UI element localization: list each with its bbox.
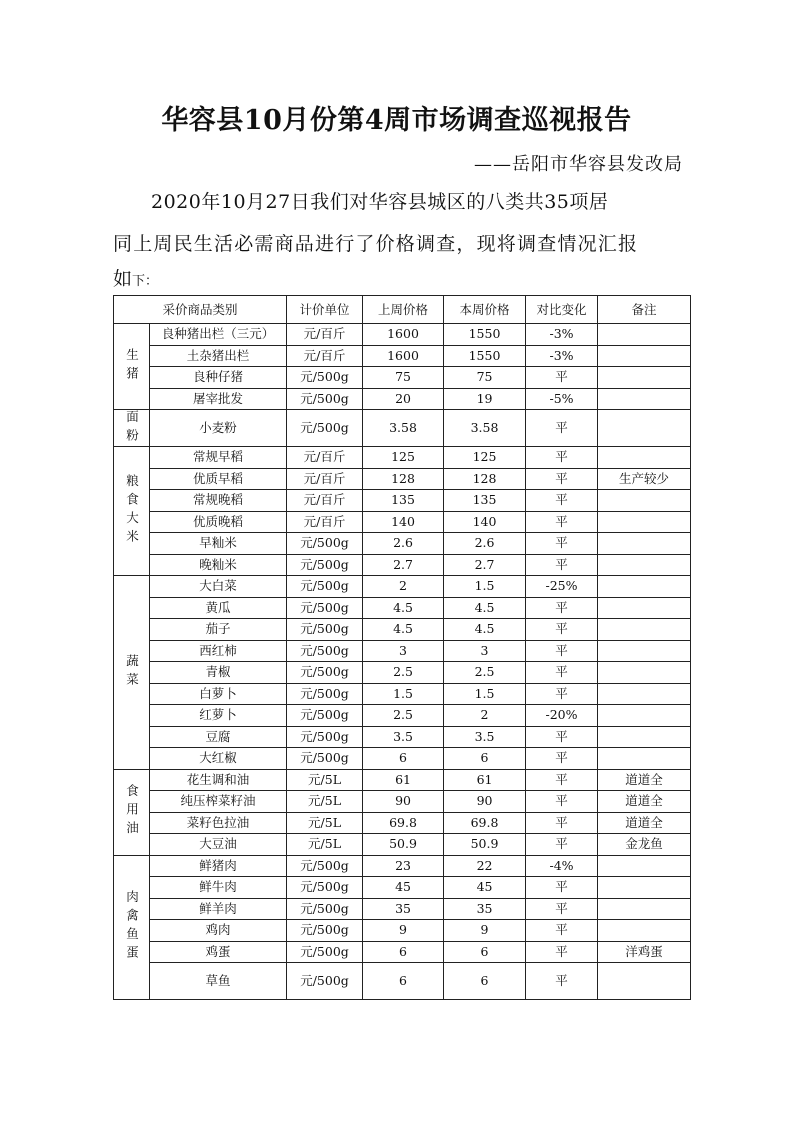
- author-line: ——岳阳市华容县发改局: [474, 154, 683, 175]
- change-cell: -4%: [526, 855, 598, 877]
- note-cell: [598, 554, 691, 576]
- change-cell: 平: [526, 410, 598, 447]
- category-cell: 粮食大米: [114, 447, 150, 576]
- this-week-price-cell: 6: [444, 963, 526, 1000]
- table-row: [114, 791, 691, 813]
- table-row: [114, 367, 691, 389]
- change-cell: -20%: [526, 705, 598, 727]
- unit-cell: 元/百斤: [287, 468, 363, 490]
- item-name-cell: 茄子: [150, 619, 287, 641]
- item-name-cell: 小麦粉: [150, 410, 287, 447]
- note-cell: [598, 410, 691, 447]
- unit-cell: 元/500g: [287, 576, 363, 598]
- last-week-price-cell: 2.6: [363, 533, 444, 555]
- note-cell: [598, 963, 691, 1000]
- last-week-price-cell: 6: [363, 941, 444, 963]
- category-cell: 蔬菜: [114, 576, 150, 770]
- note-cell: [598, 511, 691, 533]
- unit-cell: 元/500g: [287, 410, 363, 447]
- table-row: [114, 554, 691, 576]
- item-name-cell: 花生调和油: [150, 769, 287, 791]
- table-row: [114, 812, 691, 834]
- unit-cell: 元/500g: [287, 920, 363, 942]
- this-week-price-cell: 4.5: [444, 619, 526, 641]
- last-week-price-cell: 6: [363, 963, 444, 1000]
- note-cell: [598, 726, 691, 748]
- this-week-price-cell: 125: [444, 447, 526, 469]
- item-name-cell: 豆腐: [150, 726, 287, 748]
- table-row: [114, 898, 691, 920]
- this-week-price-cell: 128: [444, 468, 526, 490]
- item-name-cell: 鲜牛肉: [150, 877, 287, 899]
- item-name-cell: 黄瓜: [150, 597, 287, 619]
- last-week-price-cell: 1600: [363, 345, 444, 367]
- this-week-price-cell: 2.5: [444, 662, 526, 684]
- table-row: [114, 726, 691, 748]
- table-row: [114, 388, 691, 410]
- table-row: [114, 324, 691, 346]
- intro-line-1: 2020年10月27日我们对华容县城区的八类共35项居: [151, 191, 609, 213]
- unit-cell: 元/500g: [287, 619, 363, 641]
- page-title: 华容县10月份第4周市场调查巡视报告: [161, 105, 632, 136]
- item-name-cell: 鸡蛋: [150, 941, 287, 963]
- this-week-price-cell: 1.5: [444, 683, 526, 705]
- note-cell: [598, 388, 691, 410]
- item-name-cell: 大红椒: [150, 748, 287, 770]
- change-cell: -3%: [526, 324, 598, 346]
- table-row: [114, 748, 691, 770]
- change-cell: 平: [526, 511, 598, 533]
- last-week-price-cell: 23: [363, 855, 444, 877]
- last-week-price-cell: 69.8: [363, 812, 444, 834]
- note-cell: [598, 640, 691, 662]
- change-cell: 平: [526, 447, 598, 469]
- last-week-price-cell: 20: [363, 388, 444, 410]
- note-cell: 金龙鱼: [598, 834, 691, 856]
- table-row: [114, 640, 691, 662]
- table-row: [114, 511, 691, 533]
- unit-cell: 元/500g: [287, 748, 363, 770]
- unit-cell: 元/百斤: [287, 511, 363, 533]
- note-cell: 道道全: [598, 812, 691, 834]
- note-cell: [598, 619, 691, 641]
- last-week-price-cell: 1.5: [363, 683, 444, 705]
- this-week-price-cell: 1550: [444, 345, 526, 367]
- note-cell: [598, 597, 691, 619]
- this-week-price-cell: 4.5: [444, 597, 526, 619]
- item-name-cell: 西红柿: [150, 640, 287, 662]
- item-name-cell: 优质早稻: [150, 468, 287, 490]
- this-week-price-cell: 22: [444, 855, 526, 877]
- unit-cell: 元/5L: [287, 812, 363, 834]
- change-cell: 平: [526, 597, 598, 619]
- this-week-price-cell: 1550: [444, 324, 526, 346]
- this-week-price-cell: 3: [444, 640, 526, 662]
- table-row: [114, 920, 691, 942]
- unit-cell: 元/百斤: [287, 345, 363, 367]
- last-week-price-cell: 61: [363, 769, 444, 791]
- note-cell: [598, 898, 691, 920]
- item-name-cell: 大豆油: [150, 834, 287, 856]
- item-name-cell: 优质晚稻: [150, 511, 287, 533]
- item-name-cell: 晚籼米: [150, 554, 287, 576]
- item-name-cell: 纯压榨菜籽油: [150, 791, 287, 813]
- change-cell: 平: [526, 533, 598, 555]
- unit-cell: 元/500g: [287, 640, 363, 662]
- item-name-cell: 鸡肉: [150, 920, 287, 942]
- last-week-price-cell: 45: [363, 877, 444, 899]
- intro-line-3-big: 如: [113, 268, 133, 290]
- last-week-price-cell: 75: [363, 367, 444, 389]
- last-week-price-cell: 1600: [363, 324, 444, 346]
- last-week-price-cell: 4.5: [363, 619, 444, 641]
- intro-line-2: 同上周民生活必需商品进行了价格调查，现将调查情况汇报: [113, 233, 639, 255]
- note-cell: [598, 877, 691, 899]
- table-row: [114, 941, 691, 963]
- last-week-price-cell: 2.5: [363, 662, 444, 684]
- this-week-price-cell: 6: [444, 748, 526, 770]
- last-week-price-cell: 3: [363, 640, 444, 662]
- note-cell: 道道全: [598, 791, 691, 813]
- category-cell: 面粉: [114, 410, 150, 447]
- unit-cell: 元/500g: [287, 533, 363, 555]
- unit-cell: 元/500g: [287, 388, 363, 410]
- table-row: [114, 855, 691, 877]
- this-week-price-cell: 75: [444, 367, 526, 389]
- table-body: [114, 324, 691, 1000]
- change-cell: 平: [526, 834, 598, 856]
- header-change: 对比变化: [526, 296, 598, 324]
- item-name-cell: 常规晚稻: [150, 490, 287, 512]
- unit-cell: 元/5L: [287, 769, 363, 791]
- unit-cell: 元/500g: [287, 877, 363, 899]
- this-week-price-cell: 3.58: [444, 410, 526, 447]
- change-cell: -25%: [526, 576, 598, 598]
- item-name-cell: 菜籽色拉油: [150, 812, 287, 834]
- note-cell: [598, 367, 691, 389]
- item-name-cell: 屠宰批发: [150, 388, 287, 410]
- table-row: [114, 597, 691, 619]
- change-cell: 平: [526, 791, 598, 813]
- header-note: 备注: [598, 296, 691, 324]
- unit-cell: 元/百斤: [287, 490, 363, 512]
- item-name-cell: 青椒: [150, 662, 287, 684]
- item-name-cell: 大白菜: [150, 576, 287, 598]
- unit-cell: 元/5L: [287, 791, 363, 813]
- table-row: [114, 345, 691, 367]
- item-name-cell: 常规早稻: [150, 447, 287, 469]
- note-cell: 洋鸡蛋: [598, 941, 691, 963]
- last-week-price-cell: 140: [363, 511, 444, 533]
- this-week-price-cell: 2: [444, 705, 526, 727]
- note-cell: [598, 324, 691, 346]
- unit-cell: 元/5L: [287, 834, 363, 856]
- this-week-price-cell: 19: [444, 388, 526, 410]
- header-category: 采价商品类别: [114, 296, 287, 324]
- table-row: [114, 705, 691, 727]
- item-name-cell: 红萝卜: [150, 705, 287, 727]
- last-week-price-cell: 35: [363, 898, 444, 920]
- unit-cell: 元/500g: [287, 662, 363, 684]
- this-week-price-cell: 69.8: [444, 812, 526, 834]
- table-row: [114, 490, 691, 512]
- last-week-price-cell: 128: [363, 468, 444, 490]
- change-cell: 平: [526, 898, 598, 920]
- this-week-price-cell: 45: [444, 877, 526, 899]
- this-week-price-cell: 6: [444, 941, 526, 963]
- unit-cell: 元/500g: [287, 683, 363, 705]
- note-cell: [598, 920, 691, 942]
- note-cell: [598, 662, 691, 684]
- item-name-cell: 白萝卜: [150, 683, 287, 705]
- table-row: [114, 447, 691, 469]
- table-row: [114, 410, 691, 447]
- last-week-price-cell: 2.5: [363, 705, 444, 727]
- intro-line-3: [113, 270, 688, 291]
- this-week-price-cell: 61: [444, 769, 526, 791]
- this-week-price-cell: 2.6: [444, 533, 526, 555]
- header-unit: 计价单位: [287, 296, 363, 324]
- change-cell: 平: [526, 812, 598, 834]
- this-week-price-cell: 35: [444, 898, 526, 920]
- item-name-cell: 良种仔猪: [150, 367, 287, 389]
- header-this-week: 本周价格: [444, 296, 526, 324]
- note-cell: 道道全: [598, 769, 691, 791]
- this-week-price-cell: 3.5: [444, 726, 526, 748]
- table-row: [114, 769, 691, 791]
- note-cell: [598, 533, 691, 555]
- last-week-price-cell: 9: [363, 920, 444, 942]
- note-cell: [598, 490, 691, 512]
- category-cell: 肉禽鱼蛋: [114, 855, 150, 1000]
- item-name-cell: 早籼米: [150, 533, 287, 555]
- table-row: [114, 619, 691, 641]
- unit-cell: 元/百斤: [287, 324, 363, 346]
- note-cell: [598, 705, 691, 727]
- note-cell: 生产较少: [598, 468, 691, 490]
- note-cell: [598, 345, 691, 367]
- this-week-price-cell: 140: [444, 511, 526, 533]
- last-week-price-cell: 135: [363, 490, 444, 512]
- change-cell: 平: [526, 726, 598, 748]
- last-week-price-cell: 90: [363, 791, 444, 813]
- last-week-price-cell: 50.9: [363, 834, 444, 856]
- change-cell: -5%: [526, 388, 598, 410]
- note-cell: [598, 683, 691, 705]
- note-cell: [598, 576, 691, 598]
- item-name-cell: 鲜猪肉: [150, 855, 287, 877]
- change-cell: 平: [526, 877, 598, 899]
- this-week-price-cell: 135: [444, 490, 526, 512]
- this-week-price-cell: 50.9: [444, 834, 526, 856]
- item-name-cell: 草鱼: [150, 963, 287, 1000]
- header-last-week: 上周价格: [363, 296, 444, 324]
- change-cell: 平: [526, 640, 598, 662]
- this-week-price-cell: 1.5: [444, 576, 526, 598]
- change-cell: 平: [526, 367, 598, 389]
- table-row: [114, 877, 691, 899]
- note-cell: [598, 447, 691, 469]
- change-cell: -3%: [526, 345, 598, 367]
- change-cell: 平: [526, 554, 598, 576]
- category-cell: 食用油: [114, 769, 150, 855]
- last-week-price-cell: 125: [363, 447, 444, 469]
- item-name-cell: 良种猪出栏（三元）: [150, 324, 287, 346]
- change-cell: 平: [526, 662, 598, 684]
- table-row: [114, 468, 691, 490]
- item-name-cell: 土杂猪出栏: [150, 345, 287, 367]
- last-week-price-cell: 2: [363, 576, 444, 598]
- change-cell: 平: [526, 490, 598, 512]
- change-cell: 平: [526, 769, 598, 791]
- this-week-price-cell: 9: [444, 920, 526, 942]
- unit-cell: 元/500g: [287, 597, 363, 619]
- table-row: [114, 963, 691, 1000]
- unit-cell: 元/500g: [287, 705, 363, 727]
- table-row: [114, 683, 691, 705]
- unit-cell: 元/500g: [287, 963, 363, 1000]
- item-name-cell: 鲜羊肉: [150, 898, 287, 920]
- unit-cell: 元/500g: [287, 367, 363, 389]
- unit-cell: 元/500g: [287, 726, 363, 748]
- last-week-price-cell: 6: [363, 748, 444, 770]
- last-week-price-cell: 2.7: [363, 554, 444, 576]
- change-cell: 平: [526, 748, 598, 770]
- change-cell: 平: [526, 920, 598, 942]
- table-row: [114, 533, 691, 555]
- unit-cell: 元/500g: [287, 898, 363, 920]
- last-week-price-cell: 3.58: [363, 410, 444, 447]
- price-table: [113, 295, 691, 1000]
- change-cell: 平: [526, 963, 598, 1000]
- unit-cell: 元/500g: [287, 554, 363, 576]
- table-row: [114, 834, 691, 856]
- note-cell: [598, 855, 691, 877]
- change-cell: 平: [526, 941, 598, 963]
- last-week-price-cell: 4.5: [363, 597, 444, 619]
- table-row: [114, 662, 691, 684]
- change-cell: 平: [526, 468, 598, 490]
- unit-cell: 元/500g: [287, 941, 363, 963]
- unit-cell: 元/百斤: [287, 447, 363, 469]
- change-cell: 平: [526, 683, 598, 705]
- change-cell: 平: [526, 619, 598, 641]
- this-week-price-cell: 2.7: [444, 554, 526, 576]
- category-cell: 生猪: [114, 324, 150, 410]
- note-cell: [598, 748, 691, 770]
- table-header-row: [114, 296, 691, 324]
- table-row: [114, 576, 691, 598]
- intro-line-3-small: 下：: [132, 274, 159, 289]
- last-week-price-cell: 3.5: [363, 726, 444, 748]
- unit-cell: 元/500g: [287, 855, 363, 877]
- this-week-price-cell: 90: [444, 791, 526, 813]
